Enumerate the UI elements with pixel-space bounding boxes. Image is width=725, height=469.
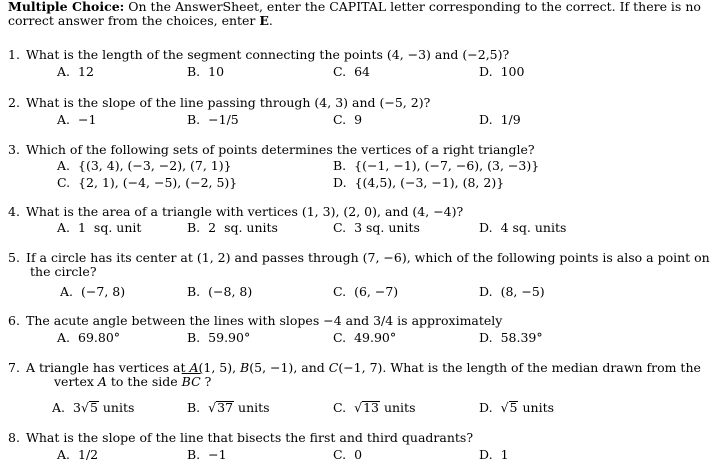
radicand: 5 bbox=[509, 400, 518, 415]
option-text: 10 bbox=[208, 64, 225, 79]
option-7b bbox=[187, 401, 270, 415]
option-text: 0 bbox=[354, 447, 363, 462]
question-1 bbox=[8, 48, 718, 62]
option-text: 1 bbox=[500, 447, 509, 462]
option-letter: B. bbox=[187, 284, 201, 299]
option-3a bbox=[57, 159, 232, 173]
question-text: If a circle has its center at (1, 2) and passes through (7, −6), which of the following points is also a point on bbox=[26, 250, 710, 265]
option-letter: D. bbox=[333, 175, 347, 190]
option-8b bbox=[187, 448, 227, 462]
option-unit: units bbox=[102, 400, 135, 415]
option-unit: units bbox=[522, 400, 555, 415]
option-letter: D. bbox=[479, 400, 493, 415]
option-text: 69.80° bbox=[78, 330, 121, 345]
option-3d bbox=[333, 176, 504, 190]
option-text: 9 bbox=[354, 112, 363, 127]
vertex-a-label: A bbox=[97, 374, 107, 389]
option-2d bbox=[479, 113, 521, 127]
option-3b bbox=[333, 159, 539, 173]
question-text: to the side bbox=[106, 374, 182, 389]
option-letter: D. bbox=[479, 284, 493, 299]
option-letter: A. bbox=[57, 64, 71, 79]
option-letter: B. bbox=[187, 447, 201, 462]
option-text: {(3, 4), (−3, −2), (7, 1)} bbox=[78, 158, 232, 173]
question-number: 3. bbox=[8, 142, 20, 157]
option-1a bbox=[57, 65, 94, 79]
option-letter: A. bbox=[57, 112, 71, 127]
option-text: {2, 1), (−4, −5), (−2, 5)} bbox=[78, 175, 238, 190]
question-4 bbox=[8, 205, 718, 219]
question-8 bbox=[8, 431, 718, 445]
option-text: (−7, 8) bbox=[81, 284, 126, 299]
option-text: 12 bbox=[78, 64, 94, 79]
question-number: 4. bbox=[8, 204, 20, 219]
option-text: 4 sq. units bbox=[500, 220, 567, 235]
option-8d bbox=[479, 448, 509, 462]
question-number: 6. bbox=[8, 313, 20, 328]
question-text: The acute angle between the lines with slopes −4 and 3/4 is approximately bbox=[26, 313, 503, 328]
option-letter: B. bbox=[187, 220, 201, 235]
option-letter: D. bbox=[479, 64, 493, 79]
option-letter: C. bbox=[333, 220, 347, 235]
question-text: vertex bbox=[54, 374, 98, 389]
option-letter: C. bbox=[333, 447, 347, 462]
segment-bc: $\overline{BC}$ bbox=[181, 374, 201, 389]
radical-icon: √ bbox=[208, 400, 217, 415]
option-6a bbox=[57, 331, 120, 345]
option-letter: A. bbox=[60, 284, 74, 299]
option-2a bbox=[57, 113, 96, 127]
option-coefficient: 3 bbox=[73, 400, 81, 415]
option-letter: B. bbox=[333, 158, 347, 173]
vertex-b-label: B bbox=[240, 360, 250, 375]
question-number: 1. bbox=[8, 47, 20, 62]
option-letter: D. bbox=[479, 220, 493, 235]
option-text: 1/9 bbox=[500, 112, 521, 127]
option-text: {(−1, −1), (−7, −6), (3, −3)} bbox=[354, 158, 540, 173]
option-letter: D. bbox=[479, 112, 493, 127]
question-number: 7. bbox=[8, 360, 20, 375]
option-7a bbox=[52, 401, 134, 415]
option-unit: units bbox=[383, 400, 416, 415]
option-unit: units bbox=[238, 400, 270, 415]
option-4d bbox=[479, 221, 566, 235]
option-7c bbox=[333, 401, 416, 415]
option-text: (8, −5) bbox=[500, 284, 545, 299]
option-letter: A. bbox=[57, 330, 71, 345]
question-3 bbox=[8, 143, 718, 157]
option-6c bbox=[333, 331, 396, 345]
option-7d bbox=[479, 401, 554, 415]
option-text: −1/5 bbox=[208, 112, 239, 127]
question-2 bbox=[8, 96, 718, 110]
option-text: 2 sq. units bbox=[208, 220, 278, 235]
option-text: 49.90° bbox=[354, 330, 397, 345]
question-6 bbox=[8, 314, 718, 328]
option-text: 1 sq. unit bbox=[78, 220, 142, 235]
question-text: What is the slope of the line passing through (4, 3) and (−5, 2)? bbox=[26, 95, 431, 110]
question-7 bbox=[8, 361, 718, 389]
option-6b bbox=[187, 331, 250, 345]
option-text: 59.90° bbox=[208, 330, 251, 345]
option-letter: D. bbox=[479, 447, 493, 462]
question-text: (1, 5), bbox=[198, 360, 241, 375]
radicand: 37 bbox=[217, 400, 234, 415]
option-5c bbox=[333, 285, 398, 299]
option-letter: B. bbox=[187, 330, 201, 345]
instructions-letter: E bbox=[259, 13, 269, 28]
option-1c bbox=[333, 65, 370, 79]
option-2b bbox=[187, 113, 239, 127]
option-8c bbox=[333, 448, 362, 462]
radical-icon: √ bbox=[80, 400, 89, 415]
option-letter: B. bbox=[187, 112, 201, 127]
instructions-text: On the AnswerSheet, enter the CAPITAL letter corresponding to the correct. If there is no correct answer from the choices, enter bbox=[8, 0, 701, 28]
option-letter: C. bbox=[333, 284, 347, 299]
option-5a bbox=[60, 285, 125, 299]
option-text: (−8, 8) bbox=[208, 284, 253, 299]
option-4a bbox=[57, 221, 141, 235]
question-5 bbox=[8, 251, 718, 279]
option-text: 3 sq. units bbox=[354, 220, 420, 235]
question-number: 8. bbox=[8, 430, 20, 445]
option-4c bbox=[333, 221, 420, 235]
radical-icon: √ bbox=[354, 400, 363, 415]
question-text: ? bbox=[200, 374, 212, 389]
option-letter: C. bbox=[57, 175, 71, 190]
option-text: 58.39° bbox=[500, 330, 543, 345]
option-text: {(4,5), (−3, −1), (8, 2)} bbox=[354, 175, 505, 190]
option-5b bbox=[187, 285, 252, 299]
option-letter: D. bbox=[479, 330, 493, 345]
option-1d bbox=[479, 65, 524, 79]
option-text: (6, −7) bbox=[354, 284, 399, 299]
vertex-c-label: C bbox=[328, 360, 339, 375]
option-letter: A. bbox=[57, 220, 71, 235]
option-text: 64 bbox=[354, 64, 370, 79]
option-letter: A. bbox=[57, 158, 71, 173]
option-letter: C. bbox=[333, 112, 347, 127]
option-letter: B. bbox=[187, 400, 201, 415]
question-text: Which of the following sets of points determines the vertices of a right triangle? bbox=[26, 142, 535, 157]
option-5d bbox=[479, 285, 545, 299]
vertex-a-label: A bbox=[189, 360, 199, 375]
option-3c bbox=[57, 176, 237, 190]
option-letter: A. bbox=[57, 447, 71, 462]
option-letter: C. bbox=[333, 330, 347, 345]
option-letter: C. bbox=[333, 400, 347, 415]
option-letter: A. bbox=[52, 400, 66, 415]
question-text: (5, −1), and bbox=[249, 360, 329, 375]
question-text: What is the area of a triangle with vertices (1, 3), (2, 0), and (4, −4)? bbox=[26, 204, 464, 219]
option-4b bbox=[187, 221, 278, 235]
option-8a bbox=[57, 448, 98, 462]
question-text: A triangle has vertices at bbox=[26, 360, 190, 375]
instructions bbox=[8, 0, 718, 28]
option-1b bbox=[187, 65, 224, 79]
option-6d bbox=[479, 331, 543, 345]
question-text: What is the slope of the line that bisects the first and third quadrants? bbox=[26, 430, 474, 445]
instructions-end: . bbox=[268, 13, 273, 28]
radical-icon: √ bbox=[500, 400, 509, 415]
question-number: 5. bbox=[8, 250, 20, 265]
option-text: −1 bbox=[208, 447, 227, 462]
question-text-continued: the circle? bbox=[30, 264, 97, 279]
option-2c bbox=[333, 113, 362, 127]
radicand: 13 bbox=[363, 400, 379, 415]
question-number: 2. bbox=[8, 95, 20, 110]
option-text: −1 bbox=[78, 112, 97, 127]
option-letter: C. bbox=[333, 64, 347, 79]
option-text: 100 bbox=[500, 64, 525, 79]
question-text: What is the length of the segment connecting the points (4, −3) and (−2,5)? bbox=[26, 47, 510, 62]
instructions-label: Multiple Choice: bbox=[8, 0, 125, 14]
option-text: 1/2 bbox=[78, 447, 99, 462]
question-text: (−1, 7). What is the length of the median drawn from the bbox=[338, 360, 701, 375]
radicand: 5 bbox=[89, 400, 98, 415]
option-letter: B. bbox=[187, 64, 201, 79]
